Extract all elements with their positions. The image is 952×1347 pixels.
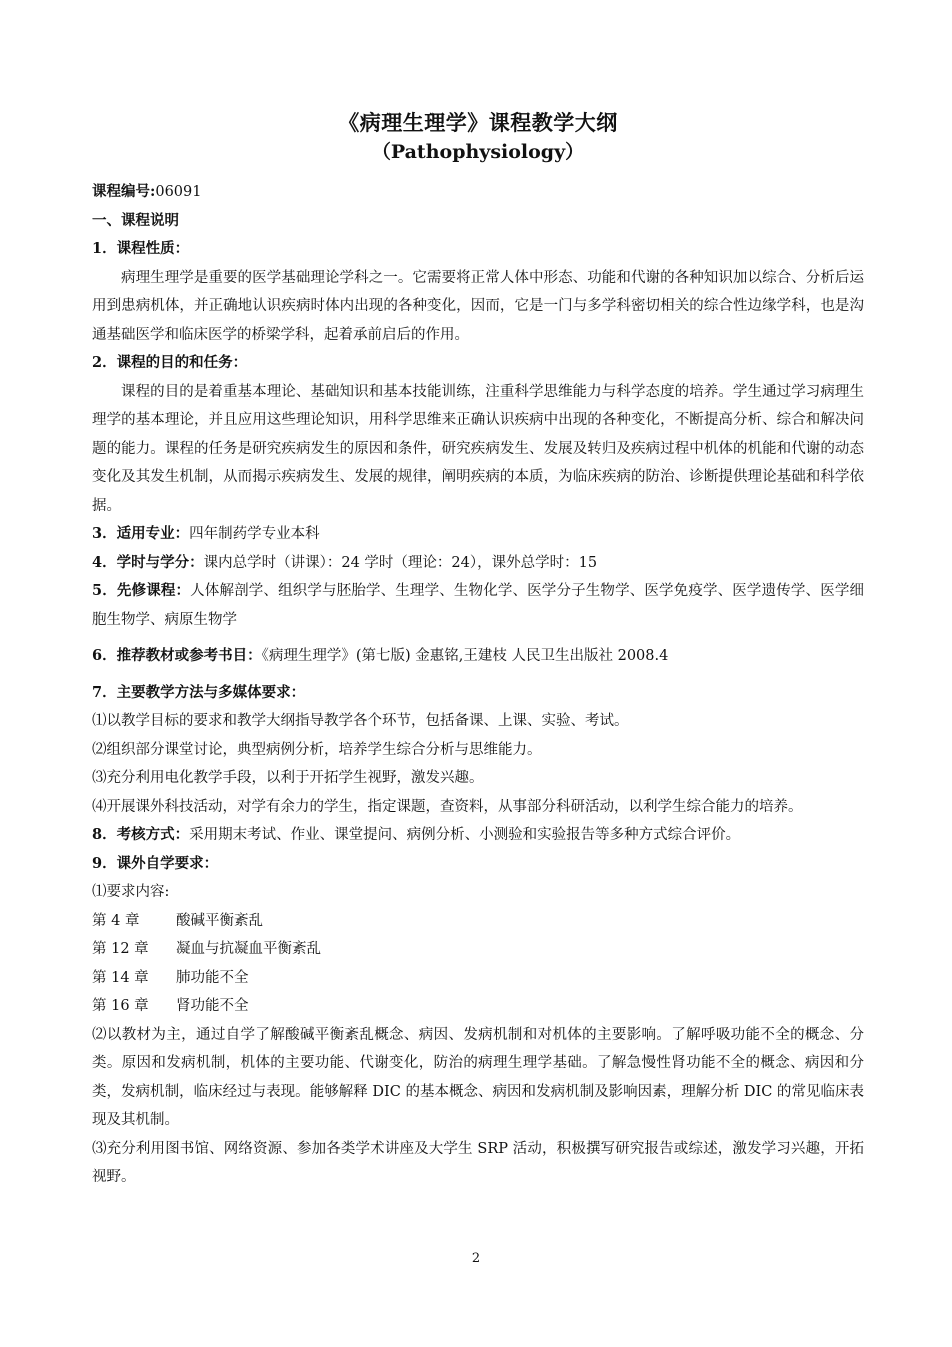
chapter-row: [92, 964, 864, 993]
item9-heading: 9．课外自学要求：: [92, 854, 219, 872]
chapter-name: 肺功能不全: [176, 969, 249, 986]
chapter-row: [92, 992, 864, 1021]
item3-heading: 3．适用专业：: [92, 525, 190, 542]
item9-paragraph-3: ⑶充分利用图书馆、网络资源、参加各类学术讲座及大学生 SRP 活动，积极撰写研究报告或综述，激发学习兴趣，开拓视野。: [92, 1140, 864, 1185]
item7-point: ⑷开展课外科技活动，对学有余力的学生，指定课题，查资料，从事部分科研活动，以利学生综合能力的培养。: [92, 798, 803, 815]
chapter-name: 凝血与抗凝血平衡紊乱: [176, 941, 321, 957]
course-code-value: 06091: [155, 184, 202, 200]
document-subtitle: （Pathophysiology）: [371, 141, 585, 163]
item3-text: 四年制药学专业本科: [189, 526, 320, 542]
item2-heading: 2．课程的目的和任务：: [92, 354, 248, 371]
item5: [92, 577, 864, 634]
section-heading-1: 一、课程说明: [92, 211, 179, 229]
item4-text: 课内总学时（讲课）：24 学时（理论：24），课外总学时：15: [203, 554, 598, 571]
item7-point: ⑴以教学目标的要求和教学大纲指导教学各个环节，包括备课、上课、实验、考试。: [92, 713, 629, 729]
page-number: 2: [471, 1251, 481, 1266]
item5-text: 人体解剖学、组织学与胚胎学、生理学、生物化学、医学分子生物学、医学免疫学、医学遗传学、医学细胞生物学、病原生物学: [92, 583, 864, 628]
course-code: [92, 178, 864, 207]
item5-heading: 5．先修课程：: [92, 582, 191, 599]
chapter-number: 第 16 章: [92, 998, 149, 1014]
chapter-number: 第 4 章: [92, 912, 140, 929]
item6-text: 《病理生理学》(第七版) 金惠铭,王建枝 人民卫生出版社 2008.4: [261, 648, 669, 664]
document-title: 《病理生理学》课程教学大纲: [338, 110, 618, 135]
item6-heading: 6．推荐教材或参考书目：: [92, 647, 262, 664]
chapter-number: 第 14 章: [92, 969, 149, 986]
item1-text: 病理生理学是重要的医学基础理论学科之一。它需要将正常人体中形态、功能和代谢的各种知识加以综合、分析后运用到患病机体，并正确地认识疾病时体内出现的各种变化，因而，它是一门与多学科密切相关的综合性边缘学科，也是沟通基础医学和临床医学的桥梁学科，起着承前启后的作用。: [92, 269, 864, 343]
chapter-name: 肾功能不全: [176, 998, 249, 1014]
item6: [92, 642, 864, 671]
item4: [92, 549, 864, 578]
item3: [92, 520, 864, 549]
item8-text: 采用期末考试、作业、课堂提问、病例分析、小测验和实验报告等多种方式综合评价。: [189, 827, 741, 843]
item7-heading: 7．主要教学方法与多媒体要求：: [92, 683, 306, 701]
chapter-row: [92, 907, 864, 936]
item9-intro: ⑴要求内容:: [92, 884, 170, 900]
item2-text: 课程的目的是着重基本理论、基础知识和基本技能训练，注重科学思维能力与科学态度的培养。学生通过学习病理生理学的基本理论，并且应用这些理论知识，用科学思维来正确认识疾病中出现的各种变化，不断提高分析、综合和解决问题的能力。课程的任务是研究疾病发生的原因和条件，研究疾病发生、发展及转归及疾病过程中机体的机能和代谢的动态变化及其发生机制，从而揭示疾病发生、发展的规律，阐明疾病的本质，为临床疾病的防治、诊断提供理论基础和科学依据。: [92, 383, 864, 514]
chapter-name: 酸碱平衡紊乱: [176, 912, 263, 929]
item4-heading: 4．学时与学分：: [92, 553, 204, 571]
chapter-row: [92, 935, 864, 964]
chapter-number: 第 12 章: [92, 941, 149, 957]
item9-paragraph-2: ⑵以教材为主，通过自学了解酸碱平衡紊乱概念、病因、发病机制和对机体的主要影响。了解呼吸功能不全的概念、分类。原因和发病机制，机体的主要功能、代谢变化，防治的病理生理学基础。了解急慢性肾功能不全的概念、病因和分类，发病机制，临床经过与表现。能够解释 DIC 的基本概念、病因和发病机制及影响因素，理解分析 DIC 的常见临床表现及其机制。: [92, 1026, 864, 1128]
course-code-label: 课程编号:: [92, 183, 156, 200]
item8-heading: 8．考核方式：: [92, 826, 190, 843]
item1-heading: 1．课程性质：: [92, 240, 190, 257]
document-page: [92, 108, 864, 1192]
item8: [92, 821, 864, 850]
item7-point: ⑶充分利用电化教学手段，以利于开拓学生视野，激发兴趣。: [92, 770, 484, 786]
item7-point: ⑵组织部分课堂讨论，典型病例分析，培养学生综合分析与思维能力。: [92, 741, 542, 758]
